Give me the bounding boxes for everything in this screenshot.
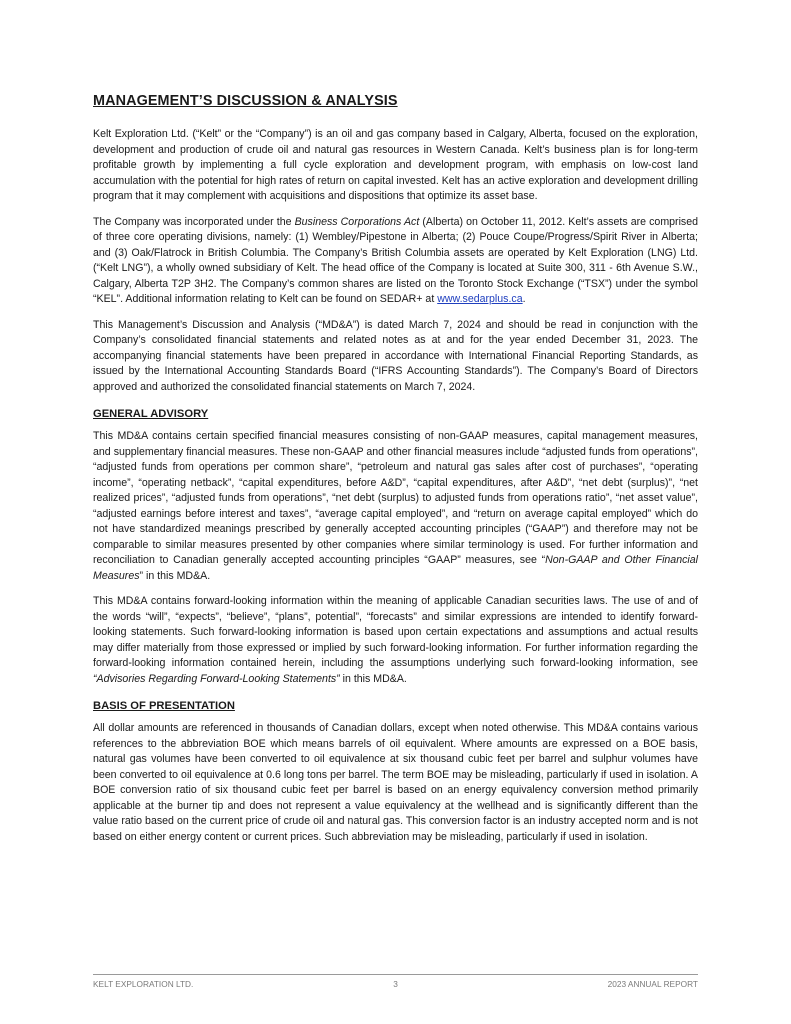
sedar-link[interactable]: www.sedarplus.ca bbox=[437, 293, 523, 305]
ga-p2-reference: “Advisories Regarding Forward-Looking Statements” bbox=[93, 672, 340, 685]
intro-p2-act-name: Business Corporations Act bbox=[294, 215, 420, 228]
intro-p2-text-b: (Alberta) on October 11, 2012. Kelt’s assets are comprised of three core operating divisions, namely: (1) Wembley/Pipestone in Alberta; (2) Pouce Coupe/Progress/Spirit River in Alberta; and (3) Oak/Flatrock in British Columbia. The Company’s British Columbia assets are operated by Kelt Exploration (LNG) Ltd. (“Kelt LNG”), a wholly owned subsidiary of Kelt. The head office of the Company is located at Suite 300, 311 - 6th Avenue S.W., Calgary, Alberta T2P 3H2. The Company’s common shares are listed on the Toronto Stock Exchange (“TSX”) under the symbol “KEL”. Additional information relating to Kelt can be found on SEDAR+ at bbox=[93, 215, 699, 305]
intro-p2-text-a: The Company was incorporated under the bbox=[93, 215, 295, 228]
basis-of-presentation-heading: BASIS OF PRESENTATION bbox=[93, 700, 235, 712]
footer-company: KELT EXPLORATION LTD. bbox=[93, 979, 194, 989]
general-advisory-heading: GENERAL ADVISORY bbox=[93, 408, 209, 420]
ga-p2-text-b: in this MD&A. bbox=[339, 672, 407, 685]
general-advisory-paragraph-1 bbox=[93, 429, 698, 584]
footer-page-number: 3 bbox=[393, 979, 398, 989]
intro-paragraph-2 bbox=[93, 215, 698, 308]
ga-p1-text-a: This MD&A contains certain specified financial measures consisting of non-GAAP measures, capital management measures, and supplementary financial measures. These non-GAAP and other financial measures include “adjusted funds from operations”, “adjusted funds from operations per common share”, “petroleum and natural gas sales after cost of purchases”, “operating income”, “operating netback”, “capital expenditures, before A&D”, “capital expenditures, after A&D”, “net debt (surplus)”, “net realized prices”, “adjusted funds from operations”, “net debt (surplus) to adjusted funds from operations ratio”, “net asset value”, “adjusted earnings before interest and taxes”, “average capital employed”, and “return on average capital employed” which do not have standardized meanings prescribed by generally accepted accounting principles (“GAAP”) and therefore may not be comparable to similar measures presented by other companies where similar terminology is used. For further information and reconciliation to Canadian generally accepted accounting principles “GAAP” measures, see “ bbox=[93, 430, 698, 566]
intro-paragraph-1: Kelt Exploration Ltd. (“Kelt” or the “Company”) is an oil and gas company based in Calgary, Alberta, focused on the exploration, development and production of crude oil and natural gas resources in Western Canada. Kelt’s business plan is for long-term profitable growth by implementing a full cycle exploration and development program, with emphasis on low-cost land accumulation with the potential for high rates of return on capital invested. Kelt has an active exploration and development drilling program that it may complement with acquisitions and dispositions that optimize its asset base. bbox=[93, 128, 698, 202]
intro-paragraph-3: This Management’s Discussion and Analysis (“MD&A”) is dated March 7, 2024 and should be read in conjunction with the Company’s consolidated financial statements and related notes as at and for the year ended December 31, 2023. The accompanying financial statements have been prepared in accordance with International Financial Reporting Standards, as issued by the International Accounting Standards Board (“IFRS Accounting Standards”). The Company’s Board of Directors approved and authorized the consolidated financial statements on March 7, 2024. bbox=[93, 318, 698, 393]
footer-report-title: 2023 ANNUAL REPORT bbox=[607, 979, 698, 989]
basis-paragraph-1: All dollar amounts are referenced in thousands of Canadian dollars, except when noted otherwise. This MD&A contains various references to the abbreviation BOE which means barrels of oil equivalent. Where amounts are expressed on a BOE basis, natural gas volumes have been converted to oil equivalence at six thousand cubic feet per barrel and sulphur volumes have been converted to oil equivalence at 0.6 long tons per barrel. The term BOE may be misleading, particularly if used in isolation. A BOE conversion ratio of six thousand cubic feet per barrel is based on an energy equivalency conversion method primarily applicable at the burner tip and does not represent a value equivalency at the wellhead and is significantly different than the value ratio based on the current price of crude oil and natural gas. This conversion factor is an industry accepted norm and is not based on either energy content or current prices. Such abbreviation may be misleading, particularly if used in isolation. bbox=[93, 722, 698, 843]
general-advisory-paragraph-2 bbox=[93, 594, 698, 687]
ga-p1-reference: Non-GAAP and Other Financial Measures bbox=[93, 554, 698, 582]
ga-p1-text-b: ” in this MD&A. bbox=[139, 569, 211, 582]
document-page bbox=[93, 93, 698, 855]
intro-p2-text-c: . bbox=[522, 293, 526, 305]
page-footer bbox=[93, 974, 698, 989]
page-title: MANAGEMENT’S DISCUSSION & ANALYSIS bbox=[93, 93, 398, 109]
ga-p2-text-a: This MD&A contains forward-looking information within the meaning of applicable Canadian securities laws. The use of and of the words “will”, “expects”, “believe”, “plans”, potential”, “forecasts” and similar expressions are intended to identify forward-looking statements. Such forward-looking information is based upon certain expectations and assumptions and actual results may differ materially from those expressed or implied by such forward-looking information. For further information regarding the forward-looking information contained herein, including the assumptions underlying such forward-looking information, see bbox=[93, 595, 698, 669]
